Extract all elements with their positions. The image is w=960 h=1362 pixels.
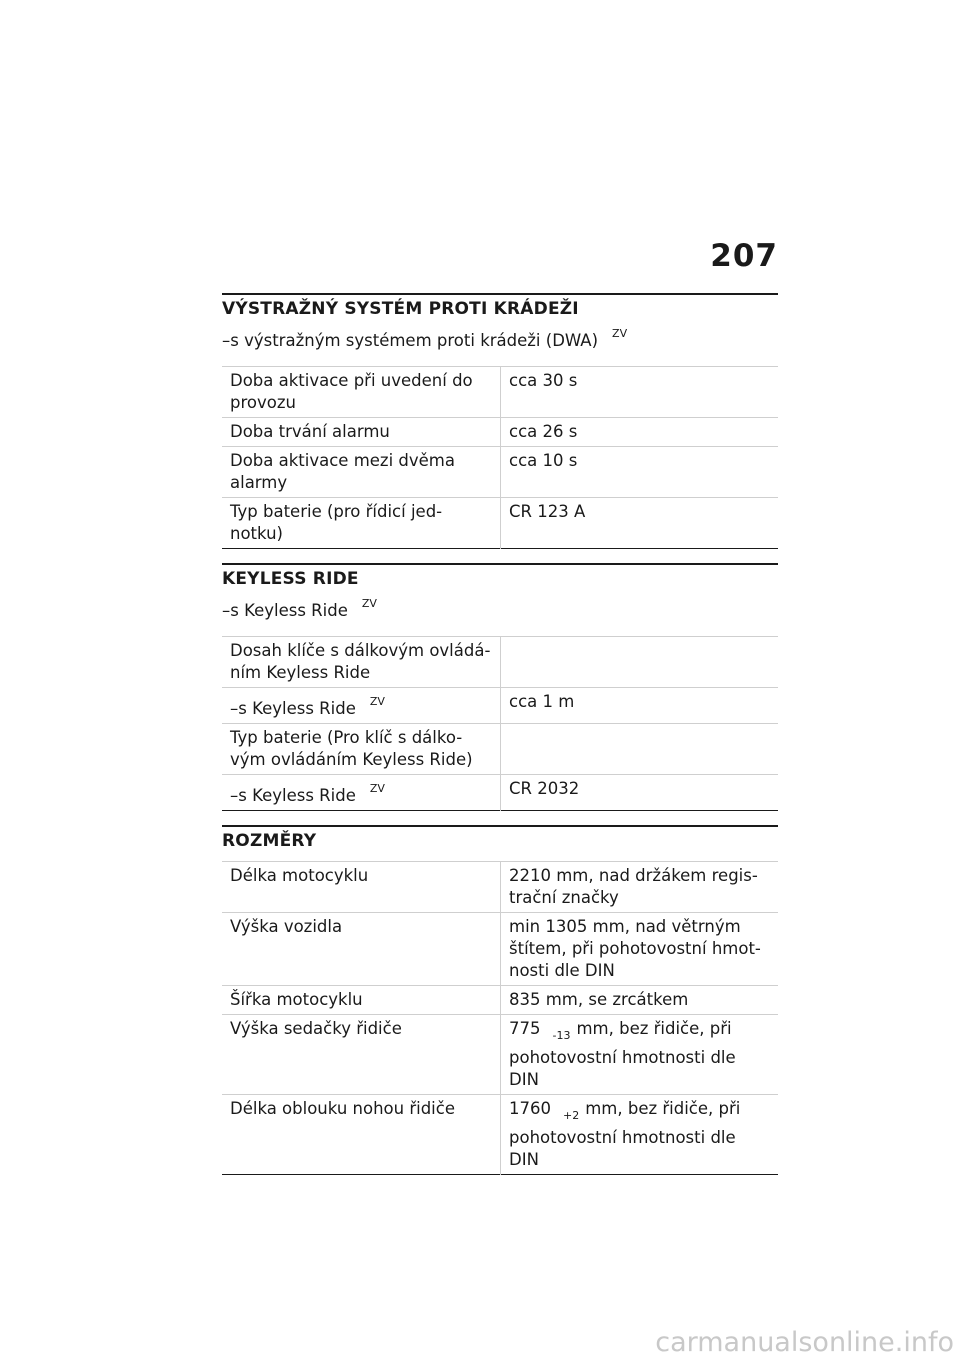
table-row (222, 1095, 778, 1175)
value-number: 775 (509, 1019, 541, 1038)
table-row (222, 498, 778, 549)
row-value (501, 724, 779, 775)
row-value (501, 1015, 779, 1095)
page-number: 207 (710, 238, 778, 274)
value-rest: mm, bez řidiče, při pohotovostní hmotnosti dle DIN (509, 1099, 741, 1169)
zv-marker: ZV (369, 782, 385, 795)
row-label: Výška sedačky řidiče (222, 1015, 501, 1095)
table-row (222, 862, 778, 913)
section-title-keyless-ride: KEYLESS RIDE (222, 569, 359, 589)
subtitle-text: –s Keyless Ride (222, 601, 348, 620)
row-label: Šířka motocyklu (222, 986, 501, 1015)
row-label-text: –s Keyless Ride (230, 699, 356, 718)
row-label: Dosah klíče s dálkovým ovládá- ním Keyless Ride (222, 637, 501, 688)
section-keyless-ride (222, 563, 778, 811)
row-value: CR 123 A (501, 498, 779, 549)
row-value: cca 26 s (501, 418, 779, 447)
row-label: Doba trvání alarmu (222, 418, 501, 447)
row-value (501, 637, 779, 688)
table-row (222, 775, 778, 811)
row-value: min 1305 mm, nad větrným štítem, při pohotovostní hmot- nosti dle DIN (501, 913, 779, 986)
row-label-text: –s Keyless Ride (230, 786, 356, 805)
zv-marker: ZV (369, 695, 385, 708)
row-label: Výška vozidla (222, 913, 501, 986)
table-row (222, 688, 778, 724)
zv-marker: ZV (612, 327, 628, 340)
keyless-ride-table (222, 636, 778, 811)
table-row (222, 418, 778, 447)
value-number: 1760 (509, 1099, 551, 1118)
row-value: 835 mm, se zrcátkem (501, 986, 779, 1015)
table-row (222, 637, 778, 688)
tolerance: -13 (552, 1029, 571, 1042)
row-label: Délka oblouku nohou řidiče (222, 1095, 501, 1175)
section-subtitle-keyless-ride (222, 597, 778, 620)
row-label: Typ baterie (pro řídicí jed- notku) (222, 498, 501, 549)
row-value: 2210 mm, nad držákem regis- trační značky (501, 862, 779, 913)
row-value: cca 1 m (501, 688, 779, 724)
section-anti-theft (222, 293, 778, 549)
row-label: Doba aktivace při uvedení do provozu (222, 367, 501, 418)
row-label (222, 688, 501, 724)
zv-marker: ZV (361, 597, 377, 610)
value-rest: mm, bez řidiče, při pohotovostní hmotnosti dle DIN (509, 1019, 736, 1089)
row-label: Doba aktivace mezi dvěma alarmy (222, 447, 501, 498)
section-title-dimensions: ROZMĚRY (222, 831, 317, 851)
section-subtitle-anti-theft (222, 327, 778, 350)
row-value: cca 10 s (501, 447, 779, 498)
table-row (222, 1015, 778, 1095)
watermark: carmanualsonline.info (655, 1327, 954, 1358)
row-value: CR 2032 (501, 775, 779, 811)
table-row (222, 447, 778, 498)
row-label: Délka motocyklu (222, 862, 501, 913)
row-value (501, 1095, 779, 1175)
row-label: Typ baterie (Pro klíč s dálko- vým ovládáním Keyless Ride) (222, 724, 501, 775)
row-value: cca 30 s (501, 367, 779, 418)
section-title-anti-theft: VÝSTRAŽNÝ SYSTÉM PROTI KRÁDEŽI (222, 299, 579, 319)
section-dimensions (222, 825, 778, 1175)
page-content (222, 293, 778, 1189)
table-row (222, 724, 778, 775)
row-label (222, 775, 501, 811)
subtitle-text: –s výstražným systémem proti krádeži (DWA) (222, 331, 599, 350)
table-row (222, 986, 778, 1015)
tolerance: +2 (563, 1109, 580, 1122)
table-row (222, 367, 778, 418)
table-row (222, 913, 778, 986)
dimensions-table (222, 861, 778, 1175)
anti-theft-table (222, 366, 778, 549)
